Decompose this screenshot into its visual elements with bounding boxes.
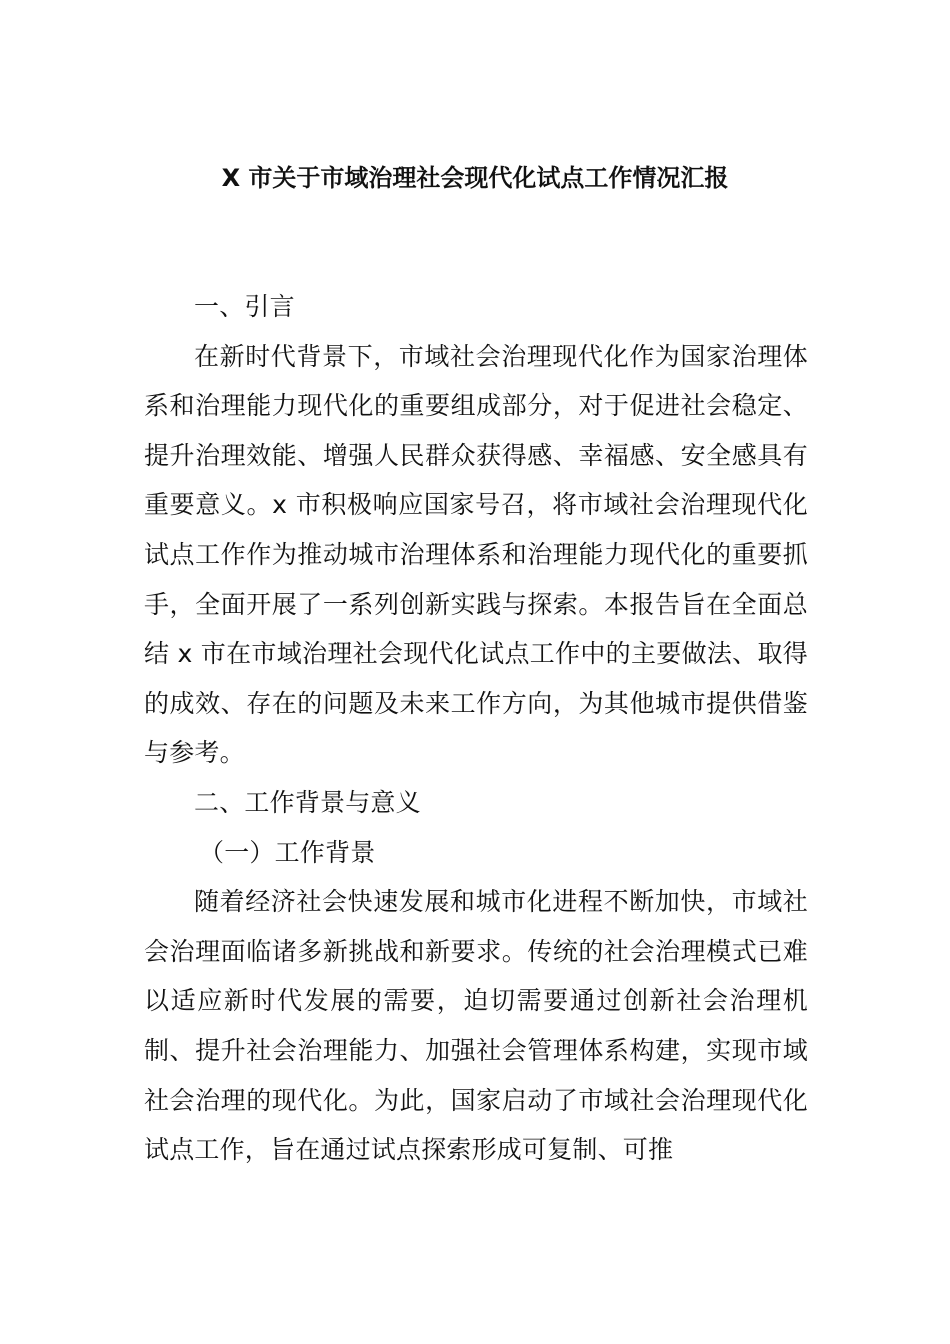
section-heading-intro: 一、引言 (194, 292, 295, 321)
paragraph-work-background: 随着经济社会快速发展和城市化进程不断加快，市域社会治理面临诸多新挑战和新要求。传统的社会治理模式已难以适应新时代发展的需要，迫切需要通过创新社会治理机制、提升社会治理能力、加强社会管理体系构建，实现市域社会治理的现代化。为此，国家启动了市域社会治理现代化试点工作，旨在通过试点探索形成可复制、可推 (144, 887, 808, 1165)
paragraph-intro: 在新时代背景下，市域社会治理现代化作为国家治理体系和治理能力现代化的重要组成部分，对于促进社会稳定、提升治理效能、增强人民群众获得感、幸福感、安全感具有重要意义。x 市积极响应国家号召，将市域社会治理现代化试点工作作为推动城市治理体系和治理能力现代化的重要抓手，全面开展了一系列创新实践与探索。本报告旨在全面总结 x 市在市域治理社会现代化试点工作中的主要做法、取得的成效、存在的问题及未来工作方向，为其他城市提供借鉴与参考。 (144, 341, 808, 768)
subsection-heading-work-background: （一）工作背景 (199, 837, 376, 867)
document-title: X 市关于市域治理社会现代化试点工作情况汇报 (221, 164, 729, 192)
document-body (144, 282, 808, 1175)
section-heading-background: 二、工作背景与意义 (194, 787, 421, 817)
